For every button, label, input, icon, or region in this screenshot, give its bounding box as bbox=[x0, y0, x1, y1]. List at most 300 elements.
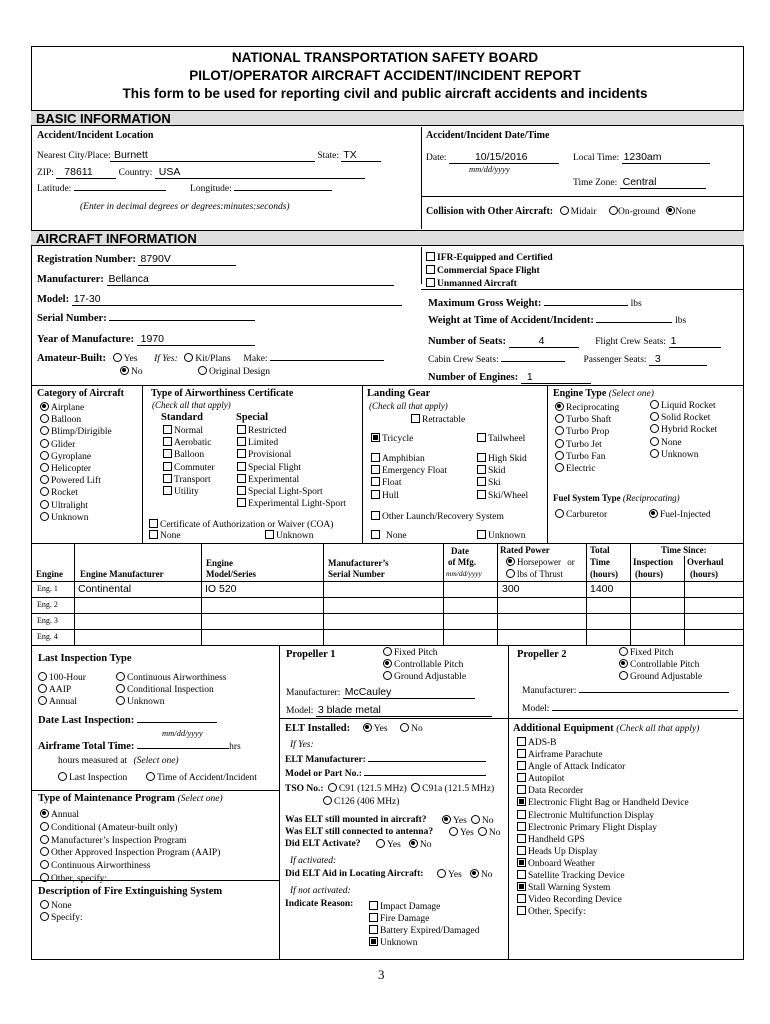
date-label: Date: bbox=[426, 153, 447, 163]
maintenance-item-conditional-amateur-built-only[interactable] bbox=[40, 822, 220, 835]
special-experimental-light-sport-checkbox[interactable] bbox=[237, 498, 246, 507]
fire-specify-radio[interactable] bbox=[40, 912, 49, 921]
special-item-restricted[interactable] bbox=[237, 425, 346, 437]
prop2-mfr-label: Manufacturer: bbox=[522, 686, 577, 696]
gear-hull-checkbox[interactable] bbox=[371, 490, 380, 499]
category-item-ultralight[interactable] bbox=[40, 500, 112, 512]
thrust-radio[interactable] bbox=[506, 569, 515, 578]
airworthiness-heading: Type of Airworthiness Certificate bbox=[151, 388, 294, 399]
engine-type-none-radio[interactable] bbox=[650, 437, 659, 446]
date-last-inspection-field[interactable] bbox=[137, 722, 217, 723]
eng-model-header-1: Engine bbox=[206, 558, 234, 568]
category-ultralight-radio[interactable] bbox=[40, 500, 49, 509]
tso-c126-radio[interactable] bbox=[323, 796, 332, 805]
gear-item-hull[interactable] bbox=[371, 490, 447, 502]
gear-ski-label: Ski bbox=[488, 478, 501, 489]
equipment-item-airframe-parachute[interactable] bbox=[517, 749, 689, 761]
city-field[interactable]: Burnett bbox=[110, 149, 315, 162]
reason-item-fire-damage[interactable] bbox=[369, 913, 479, 925]
standard-balloon-label: Balloon bbox=[174, 450, 205, 461]
max-gross-weight-field[interactable] bbox=[544, 305, 628, 306]
tso-c126-label: C126 (406 MHz) bbox=[334, 797, 400, 807]
special-item-special-light-sport[interactable] bbox=[237, 486, 346, 498]
gear-float-checkbox[interactable] bbox=[371, 477, 380, 486]
engine-row-1-model[interactable]: IO 520 bbox=[205, 583, 237, 595]
maintenance-item-other-approved-inspection-program-aaip[interactable] bbox=[40, 847, 220, 860]
maintenance-continuous-airworthiness-radio[interactable] bbox=[40, 860, 49, 869]
special-item-special-flight[interactable] bbox=[237, 462, 346, 474]
maintenance-item-other-specify[interactable] bbox=[40, 873, 220, 886]
latitude-label: Latitude: bbox=[37, 184, 72, 194]
equipment-item-angle-of-attack-indicator[interactable] bbox=[517, 761, 689, 773]
insp-annual-radio[interactable] bbox=[38, 696, 47, 705]
gear-item-amphibian[interactable] bbox=[371, 453, 447, 465]
equipment-item-electronic-primary-flight-display[interactable] bbox=[517, 822, 689, 834]
zip-field[interactable]: 78611 bbox=[56, 166, 116, 179]
equipment-item-onboard-weather[interactable] bbox=[517, 858, 689, 870]
flight-crew-label: Flight Crew Seats: bbox=[595, 337, 666, 347]
reason-fire-damage-checkbox[interactable] bbox=[369, 913, 378, 922]
elt-no-label: No bbox=[411, 724, 423, 734]
prop2-model-field[interactable] bbox=[552, 710, 738, 711]
standard-item-balloon[interactable] bbox=[163, 449, 215, 461]
engine-type-liquid-rocket-label: Liquid Rocket bbox=[661, 401, 716, 411]
fire-none-radio[interactable] bbox=[40, 900, 49, 909]
registration-field[interactable]: 8790V bbox=[138, 253, 236, 266]
local-time-field[interactable]: 1230am bbox=[622, 151, 710, 164]
weight-at-accident-field[interactable] bbox=[596, 322, 672, 323]
special-item-limited[interactable] bbox=[237, 437, 346, 449]
seats-field[interactable]: 4 bbox=[509, 335, 579, 348]
equipment-electronic-flight-bag-or-handheld-device-label: Electronic Flight Bag or Handheld Device bbox=[528, 798, 689, 809]
engine-type-turbo-shaft-radio[interactable] bbox=[555, 414, 564, 423]
equipment-item-handheld-gps[interactable] bbox=[517, 834, 689, 846]
equipment-heads-up-display-checkbox[interactable] bbox=[517, 846, 526, 855]
collision-none-radio[interactable] bbox=[666, 206, 675, 215]
fuel-system-heading: Fuel System Type bbox=[553, 493, 621, 503]
tso-c91-radio[interactable] bbox=[328, 783, 337, 792]
reason-impact-damage-checkbox[interactable] bbox=[369, 901, 378, 910]
manufacturer-field[interactable]: Bellanca bbox=[107, 273, 394, 286]
tso-c91a-radio[interactable] bbox=[411, 783, 420, 792]
gear-emergency-float-label: Emergency Float bbox=[382, 466, 447, 477]
equipment-item-autopilot[interactable] bbox=[517, 773, 689, 785]
engine-type-item-hybrid-rocket[interactable] bbox=[650, 424, 717, 436]
category-item-airplane[interactable] bbox=[40, 402, 112, 414]
engine-type-hybrid-rocket-radio[interactable] bbox=[650, 424, 659, 433]
equipment-video-recording-device-checkbox[interactable] bbox=[517, 894, 526, 903]
activate-no-radio[interactable] bbox=[409, 839, 418, 848]
year-label: Year of Manufacture: bbox=[37, 334, 135, 345]
standard-normal-label: Normal bbox=[174, 426, 204, 436]
equipment-electronic-primary-flight-display-label: Electronic Primary Flight Display bbox=[528, 822, 658, 833]
engine-type-turbo-prop-label: Turbo Prop bbox=[566, 427, 610, 438]
special-restricted-checkbox[interactable] bbox=[237, 425, 246, 434]
mounted-no-radio[interactable] bbox=[471, 815, 480, 824]
standard-item-commuter[interactable] bbox=[163, 462, 215, 474]
maintenance-item-manufacturer-s-inspection-program[interactable] bbox=[40, 835, 220, 848]
engine-type-turbo-jet-radio[interactable] bbox=[555, 439, 564, 448]
standard-aerobatic-checkbox[interactable] bbox=[163, 437, 172, 446]
insp-conditional-radio[interactable] bbox=[116, 684, 125, 693]
maintenance-item-continuous-airworthiness[interactable] bbox=[40, 860, 220, 873]
special-item-provisional[interactable] bbox=[237, 449, 346, 461]
equipment-handheld-gps-label: Handheld GPS bbox=[528, 834, 585, 845]
special-item-experimental[interactable] bbox=[237, 474, 346, 486]
tailwheel-label: Tailwheel bbox=[488, 434, 526, 444]
mounted-yes-radio[interactable] bbox=[442, 815, 451, 824]
carburetor-radio[interactable] bbox=[555, 509, 564, 518]
equipment-satellite-tracking-device-checkbox[interactable] bbox=[517, 870, 526, 879]
engine-type-item-turbo-prop[interactable] bbox=[555, 426, 619, 438]
country-label: Country: bbox=[118, 168, 153, 178]
longitude-field[interactable] bbox=[234, 190, 332, 191]
prop2-mfr-field[interactable] bbox=[579, 692, 729, 693]
kit-radio[interactable] bbox=[184, 353, 193, 362]
if-activated: If activated: bbox=[290, 856, 337, 866]
time-since-header: Time Since: bbox=[661, 545, 707, 555]
equipment-electronic-multifunction-display-checkbox[interactable] bbox=[517, 810, 526, 819]
category-item-rocket[interactable] bbox=[40, 487, 112, 499]
timezone-field[interactable]: Central bbox=[620, 176, 706, 189]
date-last-inspection-format: mm/dd/yyyy bbox=[162, 728, 203, 738]
category-item-powered-lift[interactable] bbox=[40, 475, 112, 487]
measured-last-inspection-radio[interactable] bbox=[58, 772, 67, 781]
engines-field[interactable]: 1 bbox=[521, 371, 591, 384]
passenger-field[interactable]: 3 bbox=[649, 353, 707, 366]
elt-yes-label: Yes bbox=[373, 724, 388, 734]
connected-no-radio[interactable] bbox=[478, 827, 487, 836]
equipment-other-specify-checkbox[interactable] bbox=[517, 906, 526, 915]
ifr-checkbox[interactable] bbox=[426, 252, 435, 261]
gear-item-skid[interactable] bbox=[477, 465, 528, 477]
category-glider-label: Glider bbox=[51, 439, 76, 450]
category-powered-lift-radio[interactable] bbox=[40, 475, 49, 484]
reason-item-battery-expired-damaged[interactable] bbox=[369, 925, 479, 937]
form-subtitle: PILOT/OPERATOR AIRCRAFT ACCIDENT/INCIDENT REPORT bbox=[189, 68, 581, 83]
tailwheel-checkbox[interactable] bbox=[477, 433, 486, 442]
date-field[interactable]: 10/15/2016 bbox=[449, 151, 559, 164]
standard-item-normal[interactable] bbox=[163, 425, 215, 437]
standard-normal-checkbox[interactable] bbox=[163, 425, 172, 434]
activate-no-label: No bbox=[419, 840, 432, 850]
engine-row-1-power[interactable]: 300 bbox=[502, 583, 520, 595]
maintenance-annual-radio[interactable] bbox=[40, 809, 49, 818]
elt-mfr-field[interactable] bbox=[368, 761, 486, 762]
prop1-fixed-radio[interactable] bbox=[383, 647, 392, 656]
maintenance-other-approved-inspection-program-aaip-radio[interactable] bbox=[40, 847, 49, 856]
gear-item-emergency-float[interactable] bbox=[371, 465, 447, 477]
insp-unknown-radio[interactable] bbox=[116, 696, 125, 705]
prop1-controllable-radio[interactable] bbox=[383, 659, 392, 668]
cert-unknown-checkbox[interactable] bbox=[265, 530, 274, 539]
year-field[interactable]: 1970 bbox=[137, 333, 255, 346]
measured-last-inspection-label: Last Inspection bbox=[69, 773, 128, 783]
prop1-mfr-label: Manufacturer: bbox=[286, 688, 341, 698]
prop2-controllable-label: Controllable Pitch bbox=[630, 660, 700, 670]
other-launch-checkbox[interactable] bbox=[371, 511, 380, 520]
standard-balloon-checkbox[interactable] bbox=[163, 449, 172, 458]
equipment-item-other-specify[interactable] bbox=[517, 906, 689, 918]
elt-model-field[interactable] bbox=[364, 775, 486, 776]
equipment-item-data-recorder[interactable] bbox=[517, 785, 689, 797]
maintenance-annual-label: Annual bbox=[51, 810, 79, 820]
engine-type-solid-rocket-radio[interactable] bbox=[650, 412, 659, 421]
mounted-yes-label: Yes bbox=[453, 816, 467, 826]
equipment-video-recording-device-label: Video Recording Device bbox=[528, 895, 622, 906]
special-limited-label: Limited bbox=[248, 438, 279, 449]
equipment-note: (Check all that apply) bbox=[616, 724, 700, 734]
reason-battery-expired-damaged-checkbox[interactable] bbox=[369, 925, 378, 934]
standard-transport-checkbox[interactable] bbox=[163, 474, 172, 483]
prop2-fixed-radio[interactable] bbox=[619, 647, 628, 656]
gear-unknown-checkbox[interactable] bbox=[477, 530, 486, 539]
elt-activate-question: Did ELT Activate? bbox=[285, 839, 361, 849]
maintenance-manufacturer-s-inspection-program-radio[interactable] bbox=[40, 835, 49, 844]
make-field[interactable] bbox=[270, 360, 384, 361]
activate-yes-radio[interactable] bbox=[376, 839, 385, 848]
ifr-label: IFR-Equipped and Certified bbox=[437, 253, 553, 263]
prop2-ground-radio[interactable] bbox=[619, 671, 628, 680]
gear-item-ski[interactable] bbox=[477, 477, 528, 489]
gear-amphibian-checkbox[interactable] bbox=[371, 453, 380, 462]
category-unknown-radio[interactable] bbox=[40, 512, 49, 521]
elt-aid-question: Did ELT Aid in Locating Aircraft: bbox=[285, 869, 424, 879]
gear-high-skid-checkbox[interactable] bbox=[477, 453, 486, 462]
equipment-airframe-parachute-checkbox[interactable] bbox=[517, 749, 526, 758]
engine-type-turbo-fan-label: Turbo Fan bbox=[566, 451, 606, 462]
engine-type-item-liquid-rocket[interactable] bbox=[650, 400, 717, 412]
gear-none-checkbox[interactable] bbox=[371, 530, 380, 539]
reason-unknown-checkbox[interactable] bbox=[369, 937, 378, 946]
country-field[interactable]: USA bbox=[155, 166, 365, 179]
collision-midair-radio[interactable] bbox=[560, 206, 569, 215]
category-glider-radio[interactable] bbox=[40, 439, 49, 448]
engine-type-turbo-shaft-label: Turbo Shaft bbox=[566, 415, 612, 426]
equipment-autopilot-checkbox[interactable] bbox=[517, 773, 526, 782]
equipment-item-ads-b[interactable] bbox=[517, 737, 689, 749]
category-gyroplane-radio[interactable] bbox=[40, 451, 49, 460]
engine-type-item-turbo-fan[interactable] bbox=[555, 451, 619, 463]
equipment-heading: Additional Equipment bbox=[513, 723, 614, 734]
category-item-blimp-dirigible[interactable] bbox=[40, 426, 112, 438]
standard-item-utility[interactable] bbox=[163, 486, 215, 498]
reason-item-impact-damage[interactable] bbox=[369, 901, 479, 913]
special-limited-checkbox[interactable] bbox=[237, 437, 246, 446]
equipment-item-video-recording-device[interactable] bbox=[517, 894, 689, 906]
latitude-field[interactable] bbox=[74, 190, 166, 191]
insp-aaip-radio[interactable] bbox=[38, 684, 47, 693]
equipment-stall-warning-system-checkbox[interactable] bbox=[517, 882, 526, 891]
reason-item-unknown[interactable] bbox=[369, 937, 479, 949]
standard-utility-checkbox[interactable] bbox=[163, 486, 172, 495]
category-helicopter-radio[interactable] bbox=[40, 463, 49, 472]
gear-emergency-float-checkbox[interactable] bbox=[371, 465, 380, 474]
category-item-helicopter[interactable] bbox=[40, 463, 112, 475]
engine-type-item-none[interactable] bbox=[650, 437, 717, 449]
engine-type-turbo-fan-radio[interactable] bbox=[555, 451, 564, 460]
unmanned-checkbox[interactable] bbox=[426, 278, 435, 287]
hrs-unit: hrs bbox=[229, 742, 241, 752]
equipment-stall-warning-system-label: Stall Warning System bbox=[528, 883, 611, 894]
engine-type-electric-label: Electric bbox=[566, 464, 596, 475]
engine-type-item-solid-rocket[interactable] bbox=[650, 412, 717, 424]
engine-type-liquid-rocket-radio[interactable] bbox=[650, 400, 659, 409]
special-special-flight-checkbox[interactable] bbox=[237, 462, 246, 471]
equipment-handheld-gps-checkbox[interactable] bbox=[517, 834, 526, 843]
amateur-no-radio[interactable] bbox=[120, 366, 129, 375]
equipment-item-heads-up-display[interactable] bbox=[517, 846, 689, 858]
coa-checkbox[interactable] bbox=[149, 519, 158, 528]
cert-none-checkbox[interactable] bbox=[149, 530, 158, 539]
original-design-radio[interactable] bbox=[198, 366, 207, 375]
standard-utility-label: Utility bbox=[174, 487, 199, 498]
standard-commuter-checkbox[interactable] bbox=[163, 462, 172, 471]
prop1-ground-radio[interactable] bbox=[383, 671, 392, 680]
manufacturer-label: Manufacturer: bbox=[37, 274, 104, 285]
gear-item-ski-wheel[interactable] bbox=[477, 490, 528, 502]
measured-time-accident-radio[interactable] bbox=[146, 772, 155, 781]
equipment-item-electronic-flight-bag-or-handheld-device[interactable] bbox=[517, 797, 689, 809]
prop1-model-field[interactable]: 3 blade metal bbox=[316, 704, 492, 717]
insp-aaip-label: AAIP bbox=[49, 685, 72, 695]
special-special-light-sport-checkbox[interactable] bbox=[237, 486, 246, 495]
gear-item-float[interactable] bbox=[371, 477, 447, 489]
eng-date-header-3: mm/dd/yyyy bbox=[446, 569, 482, 578]
gear-ski-checkbox[interactable] bbox=[477, 477, 486, 486]
form-description: This form to be used for reporting civil and public aircraft accidents and incidents bbox=[122, 86, 648, 101]
seats-label: Number of Seats: bbox=[428, 336, 506, 347]
insp-100hr-label: 100-Hour bbox=[49, 673, 86, 683]
wt-unit: lbs bbox=[675, 316, 687, 326]
equipment-electronic-flight-bag-or-handheld-device-checkbox[interactable] bbox=[517, 797, 526, 806]
equipment-data-recorder-label: Data Recorder bbox=[528, 786, 584, 797]
category-item-glider[interactable] bbox=[40, 439, 112, 451]
category-item-balloon[interactable] bbox=[40, 414, 112, 426]
category-blimp-dirigible-radio[interactable] bbox=[40, 426, 49, 435]
eng-mfr-col-header: Engine Manufacturer bbox=[80, 569, 164, 579]
equipment-data-recorder-checkbox[interactable] bbox=[517, 785, 526, 794]
collision-none-label: None bbox=[675, 207, 696, 217]
maintenance-item-annual[interactable] bbox=[40, 809, 220, 822]
elt-no-radio[interactable] bbox=[400, 723, 409, 732]
prop1-model-label: Model: bbox=[286, 706, 314, 716]
aid-no-radio[interactable] bbox=[470, 869, 479, 878]
flight-crew-field[interactable]: 1 bbox=[669, 335, 721, 348]
insp-100hr-radio[interactable] bbox=[38, 672, 47, 681]
equipment-electronic-primary-flight-display-checkbox[interactable] bbox=[517, 822, 526, 831]
special-provisional-checkbox[interactable] bbox=[237, 449, 246, 458]
maintenance-conditional-amateur-built-only-radio[interactable] bbox=[40, 822, 49, 831]
cabin-crew-field[interactable] bbox=[501, 361, 565, 362]
special-special-flight-label: Special Flight bbox=[248, 462, 302, 473]
prop2-controllable-radio[interactable] bbox=[619, 659, 628, 668]
propeller2-heading: Propeller 2 bbox=[517, 649, 567, 660]
original-design-label: Original Design bbox=[209, 367, 270, 377]
engine-type-item-electric[interactable] bbox=[555, 463, 619, 475]
eng-model-header-2: Model/Series bbox=[206, 569, 256, 579]
special-experimental-checkbox[interactable] bbox=[237, 474, 246, 483]
engine-type-none-label: None bbox=[661, 437, 682, 448]
equipment-item-electronic-multifunction-display[interactable] bbox=[517, 810, 689, 822]
standard-aerobatic-label: Aerobatic bbox=[174, 438, 212, 449]
category-airplane-radio[interactable] bbox=[40, 402, 49, 411]
fuel-injected-radio[interactable] bbox=[649, 509, 658, 518]
elt-yes-radio[interactable] bbox=[363, 723, 372, 732]
fire-heading: Description of Fire Extinguishing System bbox=[38, 886, 223, 897]
gear-item-high-skid[interactable] bbox=[477, 453, 528, 465]
commercial-space-checkbox[interactable] bbox=[426, 265, 435, 274]
equipment-onboard-weather-label: Onboard Weather bbox=[528, 858, 595, 869]
retractable-checkbox[interactable] bbox=[411, 414, 420, 423]
engine-type-reciprocating-radio[interactable] bbox=[555, 402, 564, 411]
equipment-airframe-parachute-label: Airframe Parachute bbox=[528, 750, 603, 761]
category-item-unknown[interactable] bbox=[40, 512, 112, 524]
or-label: or bbox=[567, 557, 575, 567]
prop1-mfr-field[interactable]: McCauley bbox=[343, 686, 475, 699]
collision-onground-radio[interactable] bbox=[609, 206, 618, 215]
aid-yes-radio[interactable] bbox=[437, 869, 446, 878]
tricycle-checkbox[interactable] bbox=[371, 433, 380, 442]
serial-field[interactable] bbox=[109, 320, 255, 321]
state-field[interactable]: TX bbox=[341, 149, 381, 162]
special-item-experimental-light-sport[interactable] bbox=[237, 498, 346, 510]
gear-ski-wheel-checkbox[interactable] bbox=[477, 490, 486, 499]
engine-type-electric-radio[interactable] bbox=[555, 463, 564, 472]
connected-yes-radio[interactable] bbox=[449, 827, 458, 836]
engine-type-turbo-prop-radio[interactable] bbox=[555, 426, 564, 435]
equipment-onboard-weather-checkbox[interactable] bbox=[517, 858, 526, 867]
eng-date-header-2: of Mfg. bbox=[448, 557, 476, 567]
gear-skid-checkbox[interactable] bbox=[477, 465, 486, 474]
equipment-ads-b-checkbox[interactable] bbox=[517, 737, 526, 746]
engine-row-1-tt[interactable]: 1400 bbox=[590, 583, 614, 595]
engine-row-1-mfr[interactable]: Continental bbox=[78, 583, 132, 595]
engine-type-unknown-radio[interactable] bbox=[650, 449, 659, 458]
total-time-header-2: Time bbox=[590, 557, 610, 567]
special-restricted-label: Restricted bbox=[248, 426, 287, 436]
amateur-yes-radio[interactable] bbox=[113, 353, 122, 362]
equipment-item-stall-warning-system[interactable] bbox=[517, 882, 689, 894]
equipment-angle-of-attack-indicator-checkbox[interactable] bbox=[517, 761, 526, 770]
standard-item-transport[interactable] bbox=[163, 474, 215, 486]
model-field[interactable]: 17-30 bbox=[72, 293, 402, 306]
equipment-item-satellite-tracking-device[interactable] bbox=[517, 870, 689, 882]
inspection-header-1: Inspection bbox=[633, 557, 674, 567]
special-provisional-label: Provisional bbox=[248, 450, 292, 461]
engine-type-item-turbo-shaft[interactable] bbox=[555, 414, 619, 426]
engine-type-item-turbo-jet[interactable] bbox=[555, 439, 619, 451]
gear-high-skid-label: High Skid bbox=[488, 454, 527, 464]
equipment-angle-of-attack-indicator-label: Angle of Attack Indicator bbox=[528, 762, 626, 773]
airframe-total-time-field[interactable] bbox=[137, 748, 229, 749]
equipment-other-specify-label: Other, Specify: bbox=[528, 907, 586, 918]
category-balloon-radio[interactable] bbox=[40, 414, 49, 423]
category-unknown-label: Unknown bbox=[51, 512, 89, 523]
category-rocket-radio[interactable] bbox=[40, 487, 49, 496]
gear-none-label: None bbox=[386, 531, 407, 541]
engine-type-item-reciprocating[interactable] bbox=[555, 402, 619, 414]
horsepower-radio[interactable] bbox=[506, 557, 515, 566]
engine-row-4-eng: Eng. 4 bbox=[37, 632, 58, 641]
insp-continuous-radio[interactable] bbox=[116, 672, 125, 681]
maintenance-other-specify-radio[interactable] bbox=[40, 873, 49, 882]
standard-item-aerobatic[interactable] bbox=[163, 437, 215, 449]
standard-transport-label: Transport bbox=[174, 474, 211, 485]
mounted-no-label: No bbox=[481, 816, 494, 826]
category-item-gyroplane[interactable] bbox=[40, 451, 112, 463]
engine-type-item-unknown[interactable] bbox=[650, 449, 717, 461]
